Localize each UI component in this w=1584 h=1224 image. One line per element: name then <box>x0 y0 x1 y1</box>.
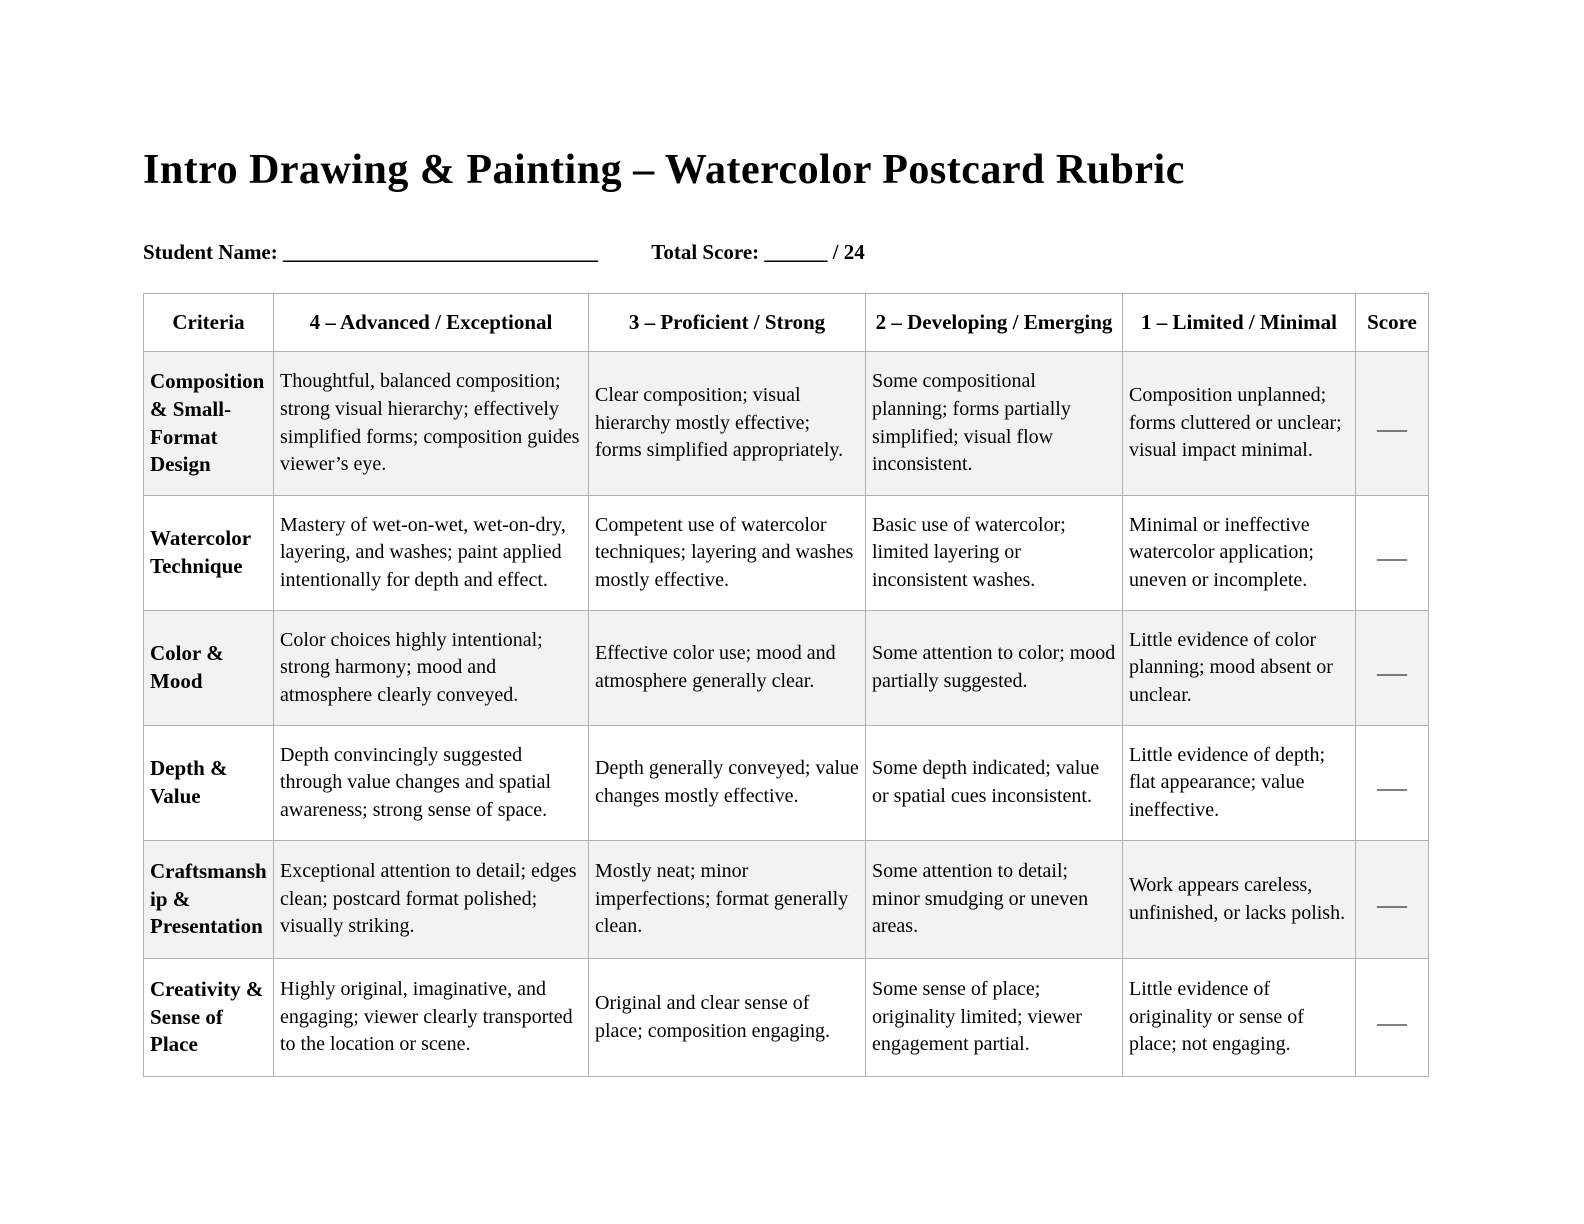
advanced-cell: Depth convincingly suggested through value changes and spatial awareness; strong sense of space. <box>274 726 589 841</box>
limited-cell: Little evidence of originality or sense of place; not engaging. <box>1123 959 1356 1077</box>
table-row <box>144 352 1429 496</box>
limited-cell: Little evidence of depth; flat appearance; value ineffective. <box>1123 726 1356 841</box>
criteria-cell: Craftsmanship & Presentation <box>144 841 274 959</box>
advanced-cell: Color choices highly intentional; strong harmony; mood and atmosphere clearly conveyed. <box>274 611 589 726</box>
advanced-cell: Exceptional attention to detail; edges clean; postcard format polished; visually striking. <box>274 841 589 959</box>
developing-cell: Some attention to color; mood partially suggested. <box>866 611 1123 726</box>
score-blank-cell: ___ <box>1356 352 1429 496</box>
student-name-label: Student Name: <box>143 240 278 264</box>
developing-cell: Some attention to detail; minor smudging or uneven areas. <box>866 841 1123 959</box>
criteria-cell: Creativity & Sense of Place <box>144 959 274 1077</box>
proficient-cell: Original and clear sense of place; composition engaging. <box>589 959 866 1077</box>
total-score-group <box>651 240 865 264</box>
score-blank-cell: ___ <box>1356 841 1429 959</box>
table-header-row <box>144 294 1429 352</box>
header-cell-advanced: 4 – Advanced / Exceptional <box>274 294 589 352</box>
advanced-cell: Mastery of wet-on-wet, wet-on-dry, layering, and washes; paint applied intentionally for depth and effect. <box>274 496 589 611</box>
table-row <box>144 496 1429 611</box>
header-cell-score: Score <box>1356 294 1429 352</box>
limited-cell: Minimal or ineffective watercolor application; uneven or incomplete. <box>1123 496 1356 611</box>
header-cell-criteria: Criteria <box>144 294 274 352</box>
criteria-cell: Composition & Small-Format Design <box>144 352 274 496</box>
advanced-cell: Thoughtful, balanced composition; strong visual hierarchy; effectively simplified forms; composition guides viewer’s eye. <box>274 352 589 496</box>
advanced-cell: Highly original, imaginative, and engaging; viewer clearly transported to the location or scene. <box>274 959 589 1077</box>
table-row <box>144 611 1429 726</box>
table-row <box>144 841 1429 959</box>
score-blank-cell: ___ <box>1356 496 1429 611</box>
proficient-cell: Competent use of watercolor techniques; layering and washes mostly effective. <box>589 496 866 611</box>
table-row <box>144 726 1429 841</box>
criteria-cell: Color & Mood <box>144 611 274 726</box>
header-cell-proficient: 3 – Proficient / Strong <box>589 294 866 352</box>
proficient-cell: Depth generally conveyed; value changes mostly effective. <box>589 726 866 841</box>
table-row <box>144 959 1429 1077</box>
developing-cell: Basic use of watercolor; limited layering or inconsistent washes. <box>866 496 1123 611</box>
limited-cell: Little evidence of color planning; mood absent or unclear. <box>1123 611 1356 726</box>
developing-cell: Some sense of place; originality limited; viewer engagement partial. <box>866 959 1123 1077</box>
criteria-cell: Watercolor Technique <box>144 496 274 611</box>
criteria-cell: Depth & Value <box>144 726 274 841</box>
proficient-cell: Clear composition; visual hierarchy mostly effective; forms simplified appropriately. <box>589 352 866 496</box>
total-score-blank: ______ <box>764 240 828 264</box>
header-cell-developing: 2 – Developing / Emerging <box>866 294 1123 352</box>
limited-cell: Work appears careless, unfinished, or lacks polish. <box>1123 841 1356 959</box>
total-score-label: Total Score: <box>651 240 760 264</box>
limited-cell: Composition unplanned; forms cluttered or unclear; visual impact minimal. <box>1123 352 1356 496</box>
developing-cell: Some compositional planning; forms partially simplified; visual flow inconsistent. <box>866 352 1123 496</box>
header-cell-limited: 1 – Limited / Minimal <box>1123 294 1356 352</box>
score-blank-cell: ___ <box>1356 959 1429 1077</box>
page-title: Intro Drawing & Painting – Watercolor Postcard Rubric <box>143 147 1185 193</box>
meta-line <box>143 240 1443 265</box>
score-blank-cell: ___ <box>1356 726 1429 841</box>
proficient-cell: Effective color use; mood and atmosphere generally clear. <box>589 611 866 726</box>
score-blank-cell: ___ <box>1356 611 1429 726</box>
rubric-table <box>143 293 1429 1077</box>
total-score-suffix: / 24 <box>827 240 865 264</box>
proficient-cell: Mostly neat; minor imperfections; format generally clean. <box>589 841 866 959</box>
student-name-blank: ______________________________ <box>283 240 598 264</box>
developing-cell: Some depth indicated; value or spatial cues inconsistent. <box>866 726 1123 841</box>
